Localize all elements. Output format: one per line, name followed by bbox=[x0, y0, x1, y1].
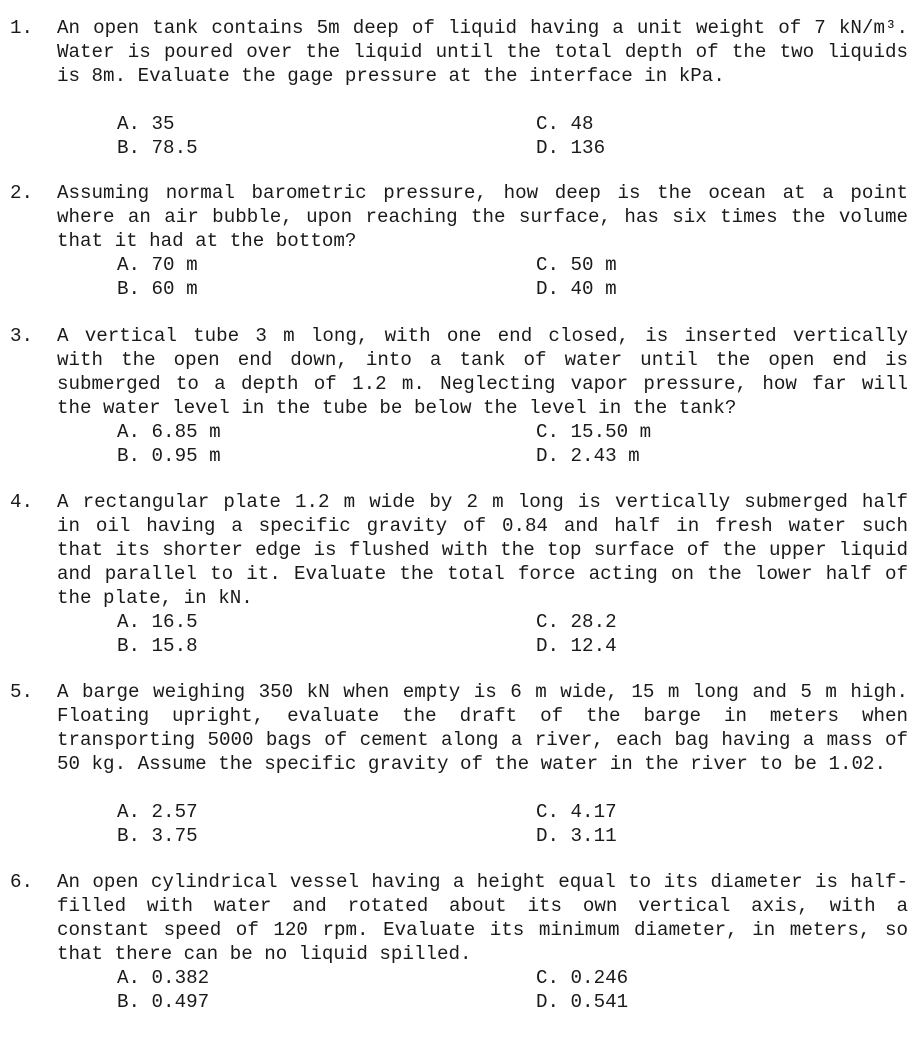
question-number: 4. bbox=[10, 491, 34, 513]
choice-a: A. 2.57 bbox=[117, 801, 198, 823]
choice-c: C. 15.50 m bbox=[536, 421, 652, 443]
choice-c: C. 50 m bbox=[536, 254, 617, 276]
choice-b: B. 15.8 bbox=[117, 635, 198, 657]
question-number: 5. bbox=[10, 681, 34, 703]
choice-b: B. 3.75 bbox=[117, 825, 198, 847]
choice-d: D. 136 bbox=[536, 137, 606, 159]
choice-b: B. 78.5 bbox=[117, 137, 198, 159]
choice-a: A. 0.382 bbox=[117, 967, 210, 989]
choice-c: C. 48 bbox=[536, 113, 594, 135]
choice-d: D. 3.11 bbox=[536, 825, 617, 847]
choice-a: A. 35 bbox=[117, 113, 175, 135]
choice-c: C. 0.246 bbox=[536, 967, 629, 989]
choice-b: B. 60 m bbox=[117, 278, 198, 300]
question-text: A barge weighing 350 kN when empty is 6 m wide, 15 m long and 5 m high. Floating upright, evaluate the draft of the barge in meters when transporting 5000 bags of cement along a river, each bag having a mass of 50 kg. Assume the specific gravity of the water in the river to be 1.02. bbox=[57, 681, 908, 775]
choice-d: D. 0.541 bbox=[536, 991, 629, 1013]
choice-d: D. 12.4 bbox=[536, 635, 617, 657]
choice-a: A. 16.5 bbox=[117, 611, 198, 633]
choice-a: A. 70 m bbox=[117, 254, 198, 276]
question-text: A vertical tube 3 m long, with one end closed, is inserted vertically with the open end down, into a tank of water until the open end is submerged to a depth of 1.2 m. Neglecting vapor pressure, how far will the water level in the tube be below the level in the tank? bbox=[57, 325, 908, 419]
question-number: 2. bbox=[10, 182, 34, 204]
choice-c: C. 28.2 bbox=[536, 611, 617, 633]
question-text: An open tank contains 5m deep of liquid having a unit weight of 7 kN/m³. Water is poured over the liquid until the total depth of the two liquids is 8m. Evaluate the gage pressure at the interface in kPa. bbox=[57, 17, 908, 87]
choice-a: A. 6.85 m bbox=[117, 421, 221, 443]
question-text: Assuming normal barometric pressure, how deep is the ocean at a point where an air bubble, upon reaching the surface, has six times the volume that it had at the bottom? bbox=[57, 182, 908, 252]
question-number: 6. bbox=[10, 871, 34, 893]
choice-b: B. 0.497 bbox=[117, 991, 210, 1013]
choice-d: D. 40 m bbox=[536, 278, 617, 300]
question-text: A rectangular plate 1.2 m wide by 2 m long is vertically submerged half in oil having a specific gravity of 0.84 and half in fresh water such that its shorter edge is flushed with the top surface of the upper liquid and parallel to it. Evaluate the total force acting on the lower half of the plate, in kN. bbox=[57, 491, 908, 609]
question-text: An open cylindrical vessel having a height equal to its diameter is half-filled with water and rotated about its own vertical axis, with a constant speed of 120 rpm. Evaluate its minimum diameter, in meters, so that there can be no liquid spilled. bbox=[57, 871, 908, 965]
choice-c: C. 4.17 bbox=[536, 801, 617, 823]
question-number: 1. bbox=[10, 17, 34, 39]
question-number: 3. bbox=[10, 325, 34, 347]
choice-b: B. 0.95 m bbox=[117, 445, 221, 467]
choice-d: D. 2.43 m bbox=[536, 445, 640, 467]
